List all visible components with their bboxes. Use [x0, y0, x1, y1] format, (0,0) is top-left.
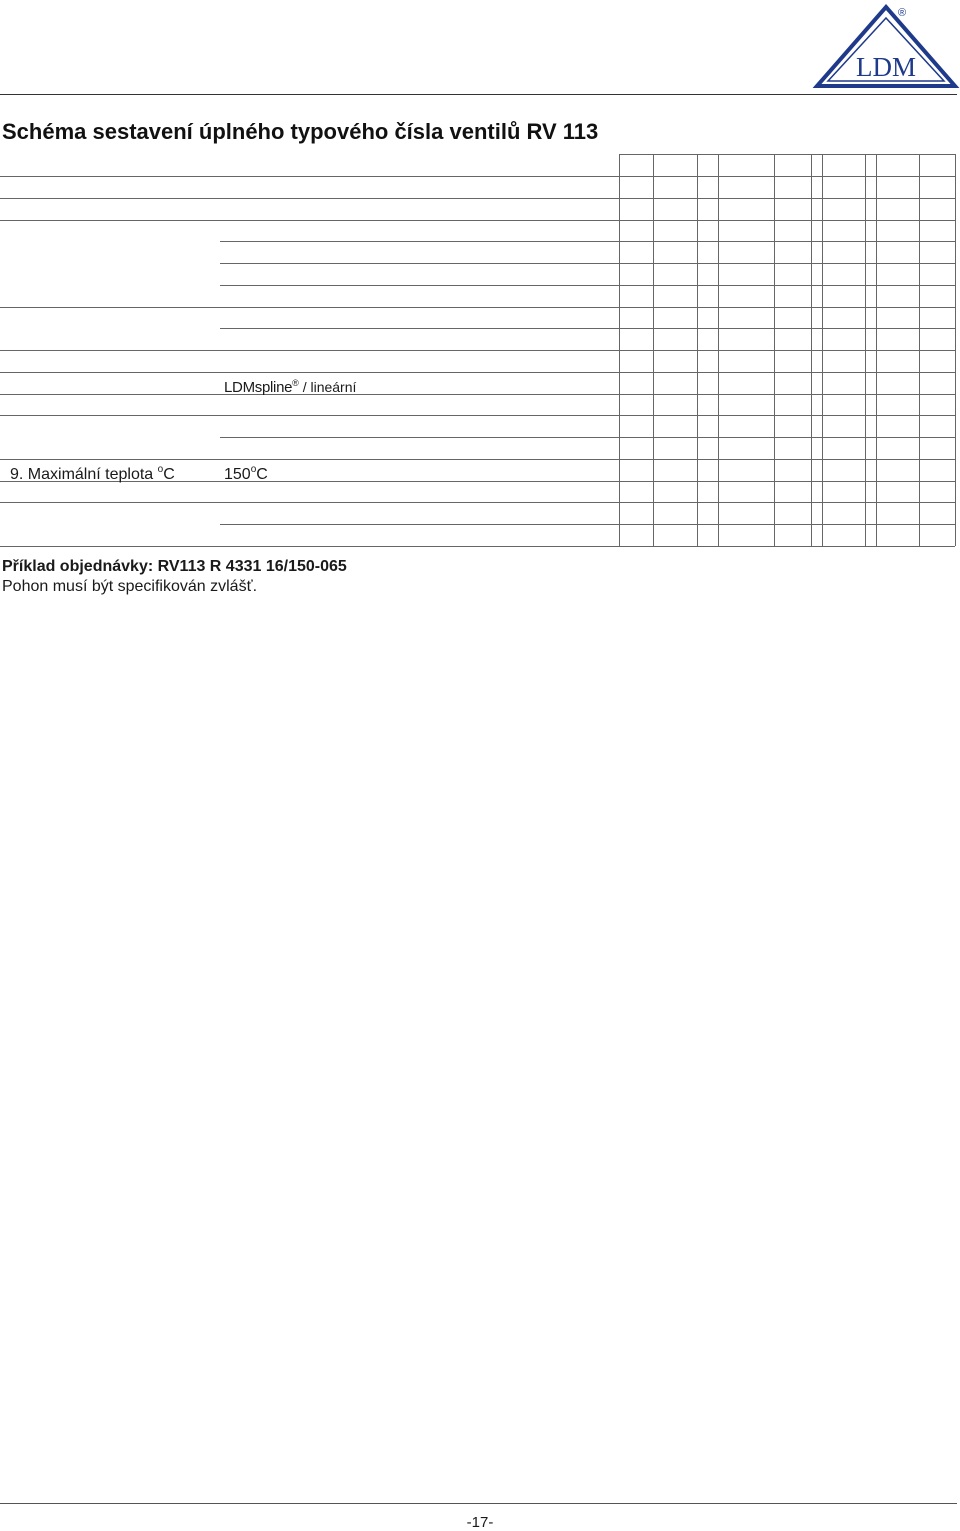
column-divider [619, 154, 620, 546]
column-divider [718, 154, 719, 546]
footer-rule [0, 1503, 957, 1504]
row-divider [220, 524, 955, 525]
column-divider [822, 154, 823, 546]
header-top-line [619, 154, 955, 155]
column-divider [811, 154, 812, 546]
row-description: LDMspline® / lineární [224, 377, 357, 396]
registered-mark: ® [292, 377, 299, 388]
ldm-logo [812, 2, 960, 92]
row-label: 9. Maximální teplota $^o$C [10, 463, 175, 483]
page-title: Schéma sestavení úplného typového čísla ventilů RV 113 [2, 119, 599, 144]
column-divider [653, 154, 654, 546]
column-divider [919, 154, 920, 546]
row-divider [220, 285, 955, 286]
row-description: 150$^o$C [224, 463, 268, 483]
registered-mark: ® [897, 7, 907, 19]
column-divider [865, 154, 866, 546]
actuator-note: Pohon musí být specifikován zvlášť. [2, 578, 258, 595]
row-divider [220, 241, 955, 242]
row-divider [220, 263, 955, 264]
order-example: Příklad objednávky: RV113 R 4331 16/150-065 [2, 558, 347, 575]
degree-mark: o [157, 463, 164, 475]
column-divider [774, 154, 775, 546]
column-divider [697, 154, 698, 546]
row-divider [220, 328, 955, 329]
row-divider [0, 546, 955, 547]
degree-mark: o [250, 463, 257, 475]
column-divider [876, 154, 877, 546]
row-divider [220, 437, 955, 438]
header-rule [0, 94, 957, 95]
logo-text: LDM [856, 52, 916, 82]
type-code-table [0, 154, 955, 551]
page-number: -17- [466, 1514, 494, 1531]
column-divider [955, 154, 956, 546]
